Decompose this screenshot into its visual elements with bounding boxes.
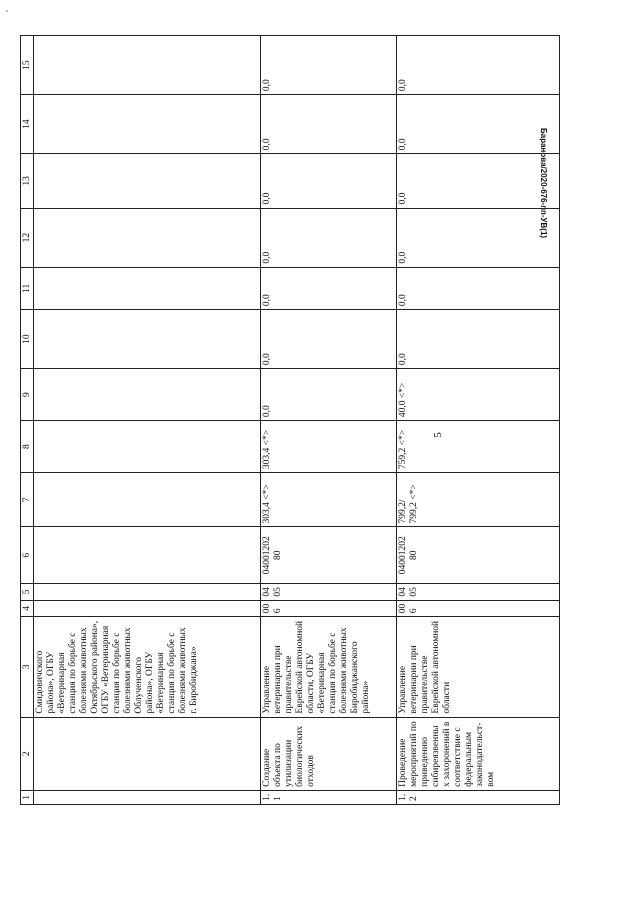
cell-index: 1.2	[397, 790, 560, 804]
document-code: Баранова/2020-676-пп-УВ(1)	[539, 128, 548, 239]
cell-value	[34, 36, 261, 95]
cell-value	[34, 208, 261, 267]
cell-activity	[34, 717, 261, 790]
cell-code	[34, 527, 261, 584]
cell-activity: Создание объекта по утилизации биологических отходов	[261, 717, 397, 790]
cell-value: 0,0	[397, 208, 560, 267]
table-row	[261, 36, 397, 805]
cell-value: 0,0	[261, 95, 397, 154]
cell-value: 0,0	[397, 95, 560, 154]
cell-code: 0405	[397, 584, 560, 601]
cell-index: 1.1	[261, 790, 397, 804]
table-row	[34, 36, 261, 805]
budget-table	[20, 35, 560, 805]
column-number-row	[21, 36, 34, 805]
cell-code: 04001202 80	[397, 527, 560, 584]
cell-value: 0,0	[261, 154, 397, 208]
cell-value: 799,2/ 799,2 <*>	[397, 473, 560, 527]
col-number: 12	[21, 208, 34, 267]
col-number: 6	[21, 527, 34, 584]
col-number: 10	[21, 310, 34, 369]
col-number: 13	[21, 154, 34, 208]
col-number: 9	[21, 369, 34, 421]
rotated-table-container	[20, 35, 558, 805]
cell-value: 0,0	[397, 154, 560, 208]
cell-value	[34, 421, 261, 473]
cell-value: 0,0	[261, 310, 397, 369]
cell-value: 303,4 <*>	[261, 473, 397, 527]
table-row	[397, 36, 560, 805]
cell-code: 0405	[261, 584, 397, 601]
col-number: 11	[21, 267, 34, 310]
col-number: 8	[21, 421, 34, 473]
cell-activity: Проведение мероприятий по приведению сибиреязвенных захоронений в соответствие с федеральным законодательст- вом	[397, 717, 560, 790]
cell-value	[34, 95, 261, 154]
cell-value: 0,0	[261, 208, 397, 267]
cell-value: 40,0 <*>	[397, 369, 560, 421]
cell-code: 006	[397, 600, 560, 617]
cell-value: 0,0	[397, 267, 560, 310]
col-number: 4	[21, 600, 34, 617]
cell-code: 04001202 80	[261, 527, 397, 584]
cell-executor: Управление ветеринарии при правительстве Еврейской автономной области	[397, 617, 560, 717]
cell-executor: Управление ветеринарии при правительстве Еврейской автономной области, ОГБУ «Ветеринарная станция по борьбе с болезнями животных Биробиджанского района»	[261, 617, 397, 717]
cell-index	[34, 790, 261, 804]
cell-value	[34, 267, 261, 310]
cell-value: 0,0	[397, 36, 560, 95]
cell-value	[34, 473, 261, 527]
cell-value	[34, 154, 261, 208]
cell-value: 0,0	[397, 310, 560, 369]
cell-value	[34, 369, 261, 421]
cell-code: 006	[261, 600, 397, 617]
col-number: 2	[21, 717, 34, 790]
cell-code	[34, 600, 261, 617]
scan-speck	[6, 10, 8, 12]
cell-value: 0,0	[261, 36, 397, 95]
col-number: 3	[21, 617, 34, 717]
cell-value	[34, 310, 261, 369]
cell-code	[34, 584, 261, 601]
col-number: 15	[21, 36, 34, 95]
cell-value: 759,2 <*>	[397, 421, 560, 473]
col-number: 14	[21, 95, 34, 154]
col-number: 7	[21, 473, 34, 527]
cell-value: 0,0	[261, 267, 397, 310]
cell-executor: Смидовичского района», ОГБУ «Ветеринарная станция по борьбе с болезнями животных Октябрьского района», ОГБУ «Ветеринарная станция по борьбе с болезнями животных Облученского района», ОГБУ «Ветеринарная станция по борьбе с болезнями животных г. Биробиджана»	[34, 617, 261, 717]
cell-value: 303,4 <*>	[261, 421, 397, 473]
page-number: 5	[431, 432, 444, 438]
col-number: 1	[21, 790, 34, 804]
cell-value: 0,0	[261, 369, 397, 421]
col-number: 5	[21, 584, 34, 601]
